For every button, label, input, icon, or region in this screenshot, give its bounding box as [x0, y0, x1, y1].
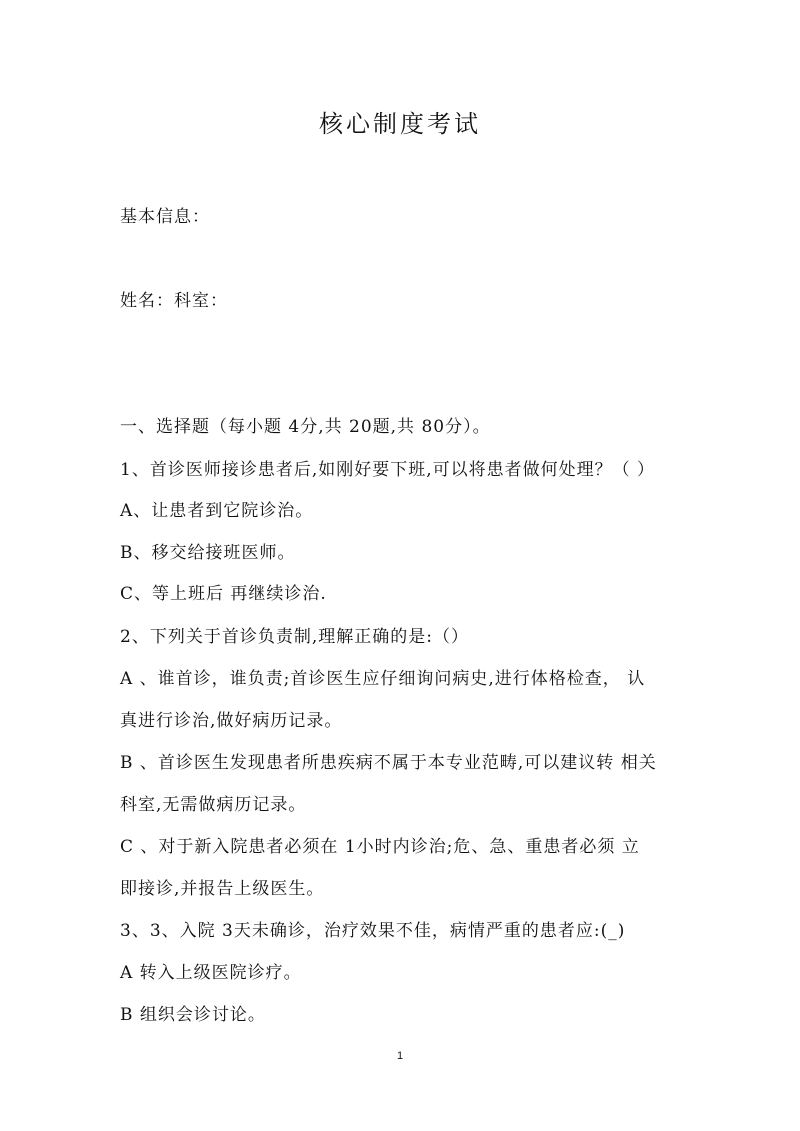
q2-option-c: C 、对于新入院患者必须在 1小时内诊治;危、急、重患者必须 立	[120, 837, 640, 857]
document-title: 核心制度考试	[319, 110, 481, 138]
question-3: 3、3、入院 3天未确诊，治疗效果不佳，病情严重的患者应:(_)	[120, 921, 626, 941]
basic-info-label: 基本信息：	[120, 207, 210, 227]
question-1: 1、首诊医师接诊患者后,如刚好要下班,可以将患者做何处理？（ ）	[120, 460, 656, 480]
page-number: 1	[396, 1050, 404, 1062]
q1-option-a: A、让患者到它院诊治。	[120, 501, 314, 521]
q2-option-a: A 、谁首诊，谁负责;首诊医生应仔细询问病史,进行体格检查， 认	[120, 669, 646, 689]
q2-option-b-cont: 科室,无需做病历记录。	[120, 795, 307, 815]
q2-option-b: B 、首诊医生发现患者所患疾病不属于本专业范畴,可以建议转 相关	[120, 753, 657, 773]
q3-option-a: A 转入上级医院诊疗。	[120, 963, 302, 983]
q1-option-c: C、等上班后 再继续诊治.	[120, 584, 327, 604]
section-heading: 一、选择题（每小题 4分,共 20题,共 80分）。	[120, 417, 491, 437]
q1-option-b: B、移交给接班医师。	[120, 543, 296, 563]
question-2: 2、下列关于首诊负责制,理解正确的是:（）	[120, 627, 469, 647]
q3-option-b: B 组织会诊讨论。	[120, 1005, 266, 1025]
name-department-label: 姓名：科室：	[120, 291, 228, 311]
q2-option-a-cont: 真进行诊治,做好病历记录。	[120, 711, 343, 731]
q2-option-c-cont: 即接诊,并报告上级医生。	[120, 879, 325, 899]
